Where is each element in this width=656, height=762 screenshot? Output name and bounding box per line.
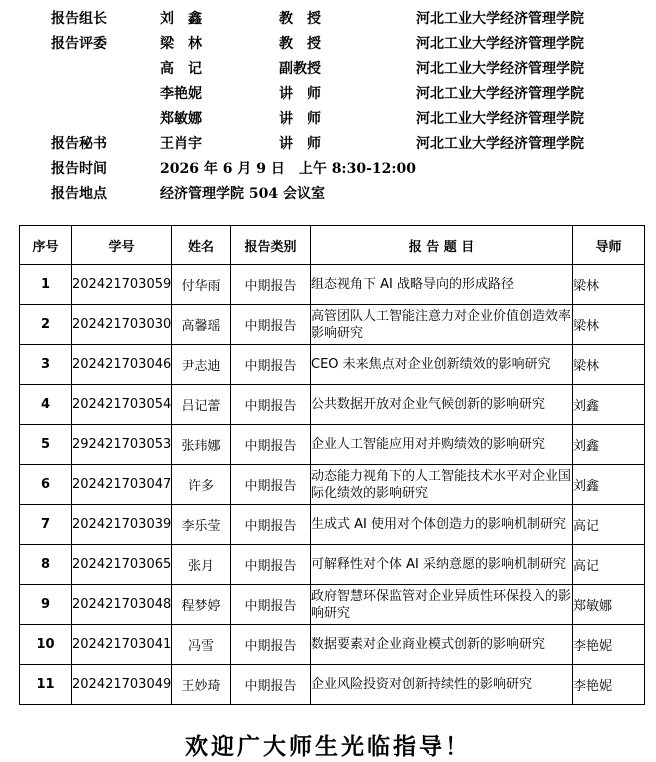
reviewer-title: 讲 师 — [279, 86, 321, 102]
reviewer-name: 郑敏娜 — [160, 111, 202, 127]
cell-name: 吕记蕾 — [172, 385, 231, 425]
welcome-footer: 欢迎广大师生光临指导！ — [185, 733, 471, 760]
table-row — [20, 385, 645, 425]
reviewer-title: 讲 师 — [279, 111, 321, 127]
cell-type: 中期报告 — [231, 305, 311, 345]
reviewer-row — [0, 32, 656, 57]
cell-type: 中期报告 — [231, 385, 311, 425]
cell-advisor: 李艳妮 — [573, 625, 645, 665]
cell-name: 李乐莹 — [172, 505, 231, 545]
place-row — [0, 182, 656, 207]
reviewer-org: 河北工业大学经济管理学院 — [416, 61, 584, 77]
reviewer-title: 教 授 — [279, 36, 321, 52]
reviewer-name: 高 记 — [160, 61, 202, 77]
secretary-org: 河北工业大学经济管理学院 — [416, 136, 584, 152]
cell-type: 中期报告 — [231, 665, 311, 705]
cell-name: 程梦婷 — [172, 585, 231, 625]
time-label: 报告时间 — [51, 161, 107, 177]
cell-topic: CEO 未来焦点对企业创新绩效的影响研究 — [311, 345, 573, 385]
cell-no: 10 — [20, 625, 72, 665]
table-row — [20, 665, 645, 705]
cell-student-id: 202421703049 — [72, 665, 172, 705]
cell-topic: 公共数据开放对企业气候创新的影响研究 — [311, 385, 573, 425]
reviewer-title: 副教授 — [279, 61, 321, 77]
cell-type: 中期报告 — [231, 265, 311, 305]
cell-topic: 高管团队人工智能注意力对企业价值创造效率影响研究 — [311, 305, 573, 345]
cell-type: 中期报告 — [231, 425, 311, 465]
cell-student-id: 202421703048 — [72, 585, 172, 625]
cell-type: 中期报告 — [231, 465, 311, 505]
time-value: 2026 年 6 月 9 日 上午 8:30-12:00 — [160, 161, 417, 177]
leader-title: 教 授 — [279, 11, 321, 27]
cell-student-id: 202421703046 — [72, 345, 172, 385]
table-row — [20, 585, 645, 625]
cell-name: 高馨瑶 — [172, 305, 231, 345]
cell-type: 中期报告 — [231, 505, 311, 545]
cell-advisor: 刘鑫 — [573, 465, 645, 505]
place-label: 报告地点 — [51, 186, 107, 202]
table-row — [20, 465, 645, 505]
cell-student-id: 292421703053 — [72, 425, 172, 465]
cell-advisor: 刘鑫 — [573, 385, 645, 425]
cell-no: 7 — [20, 505, 72, 545]
cell-no: 9 — [20, 585, 72, 625]
cell-name: 冯雪 — [172, 625, 231, 665]
cell-no: 6 — [20, 465, 72, 505]
cell-topic: 生成式 AI 使用对个体创造力的影响机制研究 — [311, 505, 573, 545]
cell-topic: 组态视角下 AI 战略导向的形成路径 — [311, 265, 573, 305]
table-row — [20, 265, 645, 305]
reviewer-row — [0, 57, 656, 82]
header-topic: 报 告 题 目 — [311, 226, 573, 265]
cell-advisor: 刘鑫 — [573, 425, 645, 465]
cell-name: 付华雨 — [172, 265, 231, 305]
table-row — [20, 505, 645, 545]
cell-topic: 企业风险投资对创新持续性的影响研究 — [311, 665, 573, 705]
cell-advisor: 梁林 — [573, 305, 645, 345]
leader-role: 报告组长 — [51, 11, 107, 27]
reviewer-org: 河北工业大学经济管理学院 — [416, 86, 584, 102]
reviewer-org: 河北工业大学经济管理学院 — [416, 111, 584, 127]
secretary-row — [0, 132, 656, 157]
header-name: 姓名 — [172, 226, 231, 265]
reviewer-name: 梁 林 — [160, 36, 202, 52]
cell-advisor: 高记 — [573, 505, 645, 545]
cell-student-id: 202421703030 — [72, 305, 172, 345]
cell-type: 中期报告 — [231, 345, 311, 385]
cell-topic: 企业人工智能应用对并购绩效的影响研究 — [311, 425, 573, 465]
cell-no: 5 — [20, 425, 72, 465]
header-advisor: 导师 — [573, 226, 645, 265]
cell-topic: 政府智慧环保监管对企业异质性环保投入的影响研究 — [311, 585, 573, 625]
cell-name: 张月 — [172, 545, 231, 585]
secretary-name: 王肖宇 — [160, 136, 202, 152]
cell-student-id: 202421703059 — [72, 265, 172, 305]
table-row — [20, 345, 645, 385]
place-value: 经济管理学院 504 会议室 — [160, 186, 325, 202]
cell-student-id: 202421703039 — [72, 505, 172, 545]
reviewer-row — [0, 82, 656, 107]
cell-type: 中期报告 — [231, 625, 311, 665]
leader-org: 河北工业大学经济管理学院 — [416, 11, 584, 27]
schedule-table — [19, 225, 645, 705]
header-type: 报告类别 — [231, 226, 311, 265]
cell-name: 许多 — [172, 465, 231, 505]
reviewer-org: 河北工业大学经济管理学院 — [416, 36, 584, 52]
cell-no: 4 — [20, 385, 72, 425]
cell-advisor: 郑敏娜 — [573, 585, 645, 625]
cell-no: 3 — [20, 345, 72, 385]
cell-name: 张玮娜 — [172, 425, 231, 465]
table-row — [20, 545, 645, 585]
cell-advisor: 李艳妮 — [573, 665, 645, 705]
cell-type: 中期报告 — [231, 545, 311, 585]
reviewer-name: 李艳妮 — [160, 86, 202, 102]
leader-name: 刘 鑫 — [160, 11, 202, 27]
reviewer-row — [0, 107, 656, 132]
header-student-id: 学号 — [72, 226, 172, 265]
cell-no: 1 — [20, 265, 72, 305]
cell-advisor: 梁林 — [573, 345, 645, 385]
reviewers-role: 报告评委 — [51, 36, 107, 52]
cell-student-id: 202421703041 — [72, 625, 172, 665]
leader-row — [0, 7, 656, 32]
cell-advisor: 梁林 — [573, 265, 645, 305]
cell-student-id: 202421703054 — [72, 385, 172, 425]
table-row — [20, 625, 645, 665]
table-header-row — [20, 226, 645, 265]
table-body — [20, 265, 645, 705]
cell-topic: 动态能力视角下的人工智能技术水平对企业国际化绩效的影响研究 — [311, 465, 573, 505]
cell-topic: 可解释性对个体 AI 采纳意愿的影响机制研究 — [311, 545, 573, 585]
table-row — [20, 425, 645, 465]
cell-student-id: 202421703047 — [72, 465, 172, 505]
cell-type: 中期报告 — [231, 585, 311, 625]
cell-name: 王妙琦 — [172, 665, 231, 705]
cell-student-id: 202421703065 — [72, 545, 172, 585]
cell-topic: 数据要素对企业商业模式创新的影响研究 — [311, 625, 573, 665]
cell-no: 11 — [20, 665, 72, 705]
secretary-title: 讲 师 — [279, 136, 321, 152]
secretary-role: 报告秘书 — [51, 136, 107, 152]
cell-no: 8 — [20, 545, 72, 585]
table-row — [20, 305, 645, 345]
time-row — [0, 157, 656, 182]
cell-name: 尹志迪 — [172, 345, 231, 385]
header-no: 序号 — [20, 226, 72, 265]
cell-advisor: 高记 — [573, 545, 645, 585]
cell-no: 2 — [20, 305, 72, 345]
